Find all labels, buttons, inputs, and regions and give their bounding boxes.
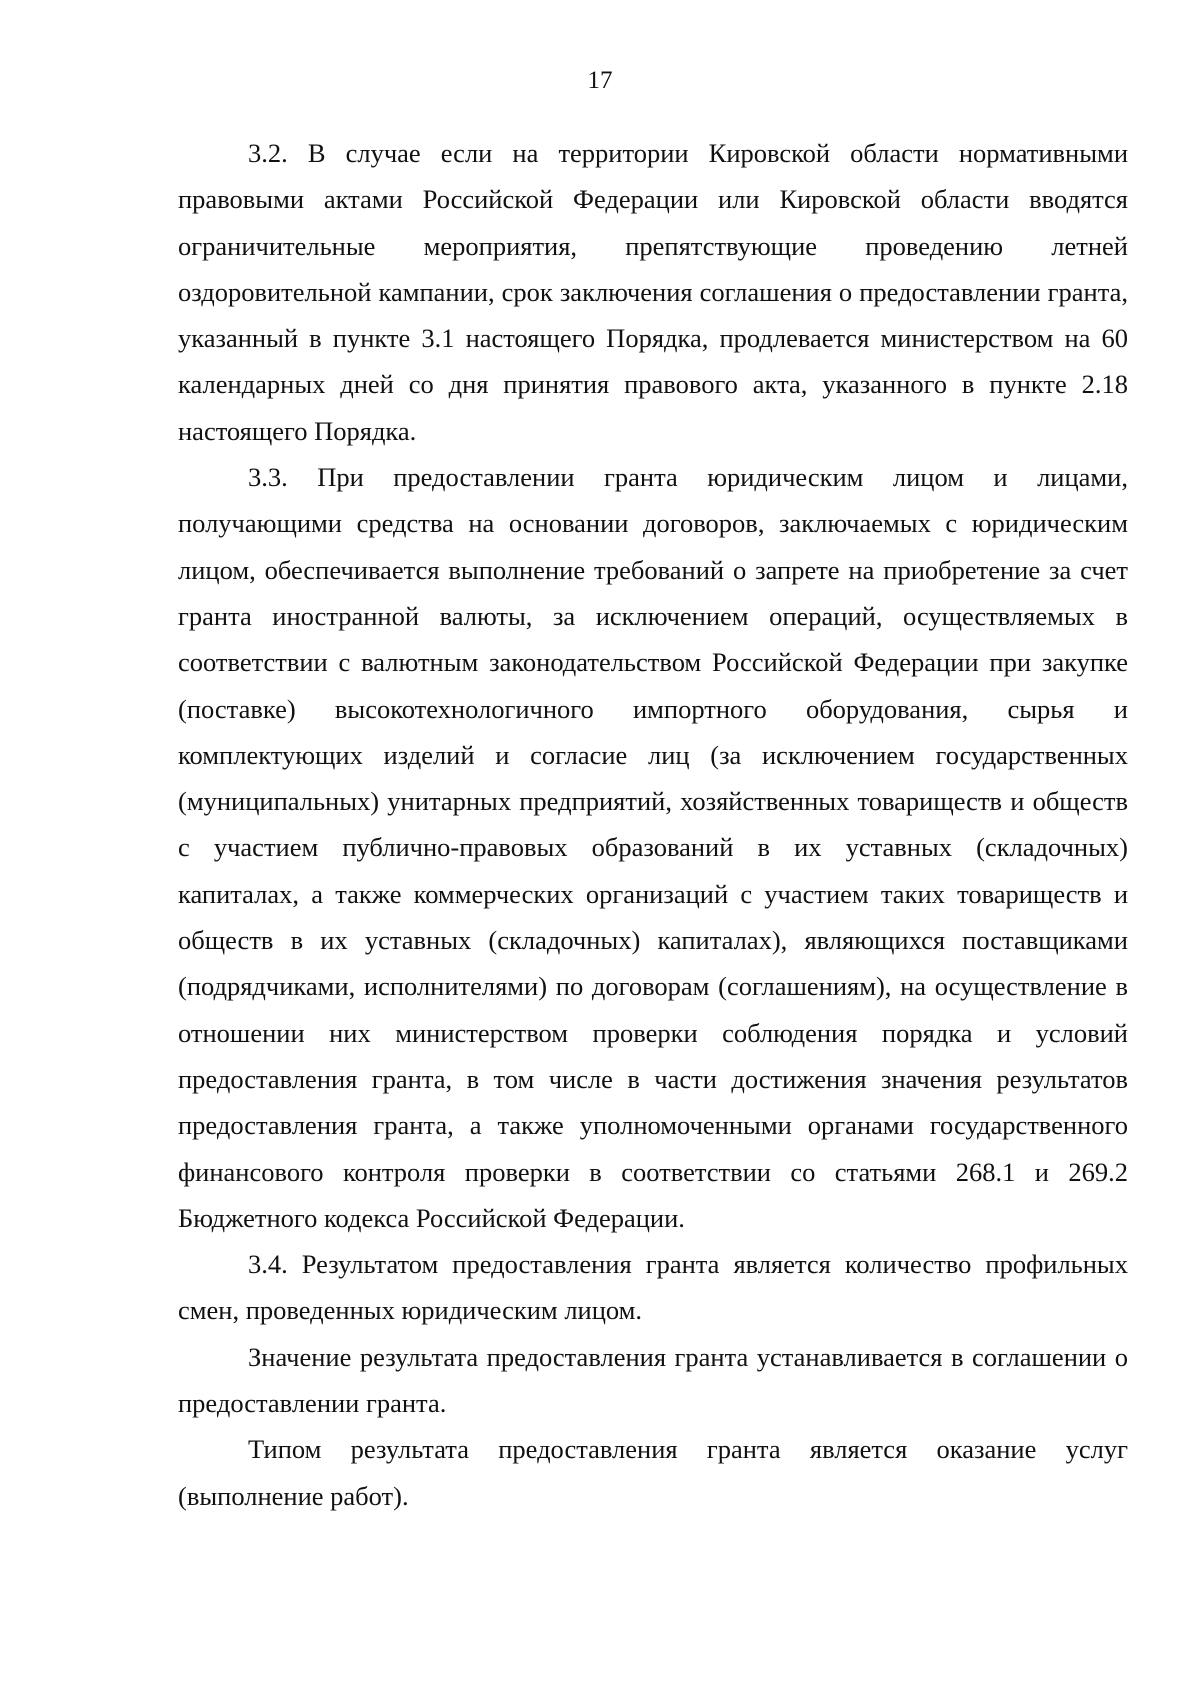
- page-number: 17: [587, 67, 613, 94]
- paragraph-3-4: 3.4. Результатом предоставления гранта является количество профильных смен, проведенных юридическим лицом.: [178, 1249, 1128, 1326]
- document-body: [178, 130, 1128, 1519]
- paragraph-3-3: 3.3. При предоставлении гранта юридическим лицом и лицами, получающими средства на основании договоров, заключаемых с юридическим лицом, обеспечивается выполнение требований о запрете на приобретение за счет гранта иностранной валюты, за исключением операций, осуществляемых в соответствии с валютным законодательством Российской Федерации при закупке (поставке) высокотехнологичного импортного оборудования, сырья и комплектующих изделий и согласие лиц (за исключением государственных (муниципальных) унитарных предприятий, хозяйственных товариществ и обществ с участием публично-правовых образований в их уставных (складочных) капиталах, а также коммерческих организаций с участием таких товариществ и обществ в их уставных (складочных) капиталах), являющихся поставщиками (подрядчиками, исполнителями) по договорам (соглашениям), на осуществление в отношении них министерством проверки соблюдения порядка и условий предоставления гранта, в том числе в части достижения значения результатов предоставления гранта, а также уполномоченными органами государственного финансового контроля проверки в соответствии со статьями 268.1 и 269.2 Бюджетного кодекса Российской Федерации.: [178, 462, 1128, 1233]
- paragraph-result-type: Типом результата предоставления гранта является оказание услуг (выполнение работ).: [178, 1434, 1128, 1511]
- paragraph-3-2: 3.2. В случае если на территории Кировской области нормативными правовыми актами Российской Федерации или Кировской области вводятся ограничительные мероприятия, препятствующие проведению летней оздоровительной кампании, срок заключения соглашения о предоставлении гранта, указанный в пункте 3.1 настоящего Порядка, продлевается министерством на 60 календарных дней со дня принятия правового акта, указанного в пункте 2.18 настоящего Порядка.: [178, 138, 1128, 446]
- paragraph-result-value: Значение результата предоставления гранта устанавливается в соглашении о предоставлении гранта.: [178, 1341, 1128, 1419]
